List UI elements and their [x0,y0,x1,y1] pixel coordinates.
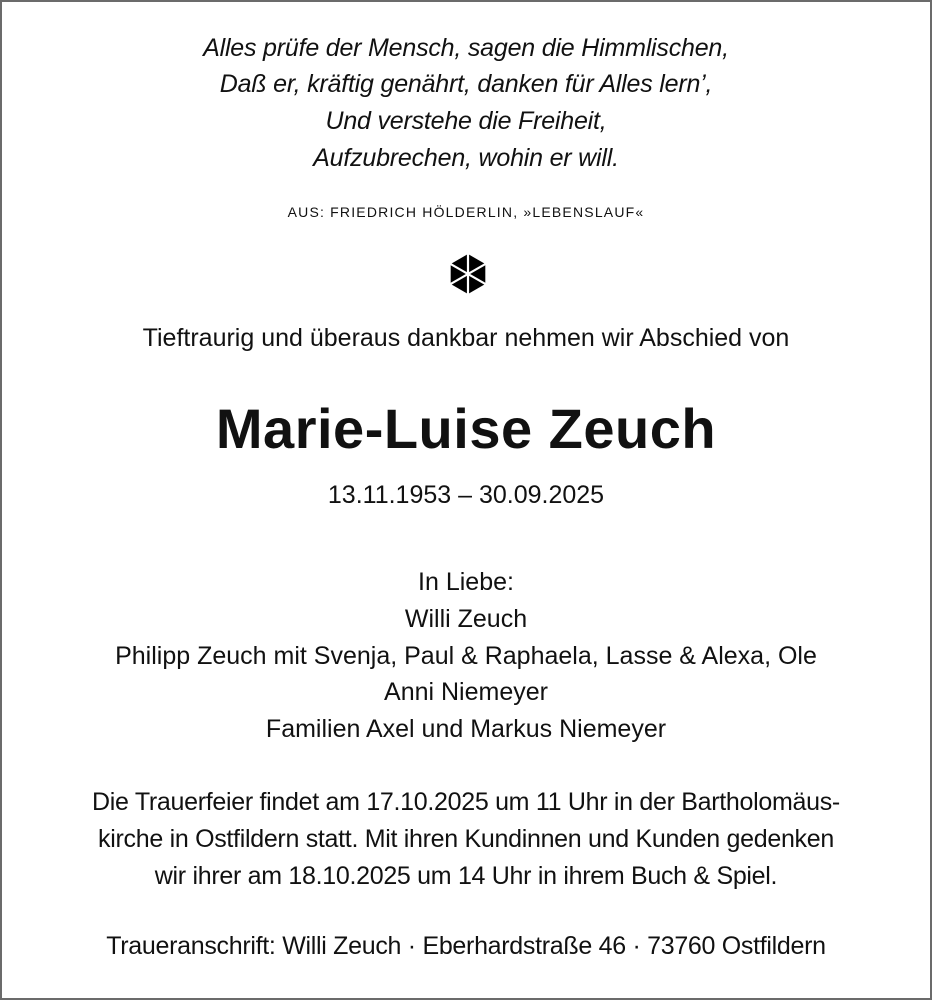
hexagon-divider-icon [448,252,488,296]
service-line: wir ihrer am 18.10.2025 um 14 Uhr in ihrem Buch & Spiel. [154,862,778,890]
mourner-name: Philipp Zeuch mit Svenja, Paul & Raphaela, Lasse & Alexa, Ole [115,642,817,670]
service-line: Die Trauerfeier findet am 17.10.2025 um 11 Uhr in der Bartholomäus- [92,788,840,816]
deceased-name: Marie-Luise Zeuch [215,397,717,460]
mourners-heading: In Liebe: [418,568,514,596]
mourner-name: Willi Zeuch [404,605,528,633]
mourner-name: Anni Niemeyer [384,678,548,706]
life-dates: 13.11.1953 – 30.09.2025 [327,481,605,509]
poem-line: Alles prüfe der Mensch, sagen die Himmlischen, [203,34,729,62]
service-line: kirche in Ostfildern statt. Mit ihren Kundinnen und Kunden gedenken [98,825,834,853]
farewell-intro: Tieftraurig und überaus dankbar nehmen wir Abschied von [142,324,790,352]
poem-source: AUS: FRIEDRICH HÖLDERLIN, »LEBENSLAUF« [287,204,645,220]
mourning-address: Traueranschrift: Willi Zeuch · Eberhardstraße 46 · 73760 Ostfildern [106,932,826,960]
poem-line: Aufzubrechen, wohin er will. [313,144,619,172]
poem-line: Daß er, kräftig genährt, danken für Alles lern’, [219,70,713,98]
poem-line: Und verstehe die Freiheit, [325,107,607,135]
mourner-name: Familien Axel und Markus Niemeyer [265,715,667,743]
